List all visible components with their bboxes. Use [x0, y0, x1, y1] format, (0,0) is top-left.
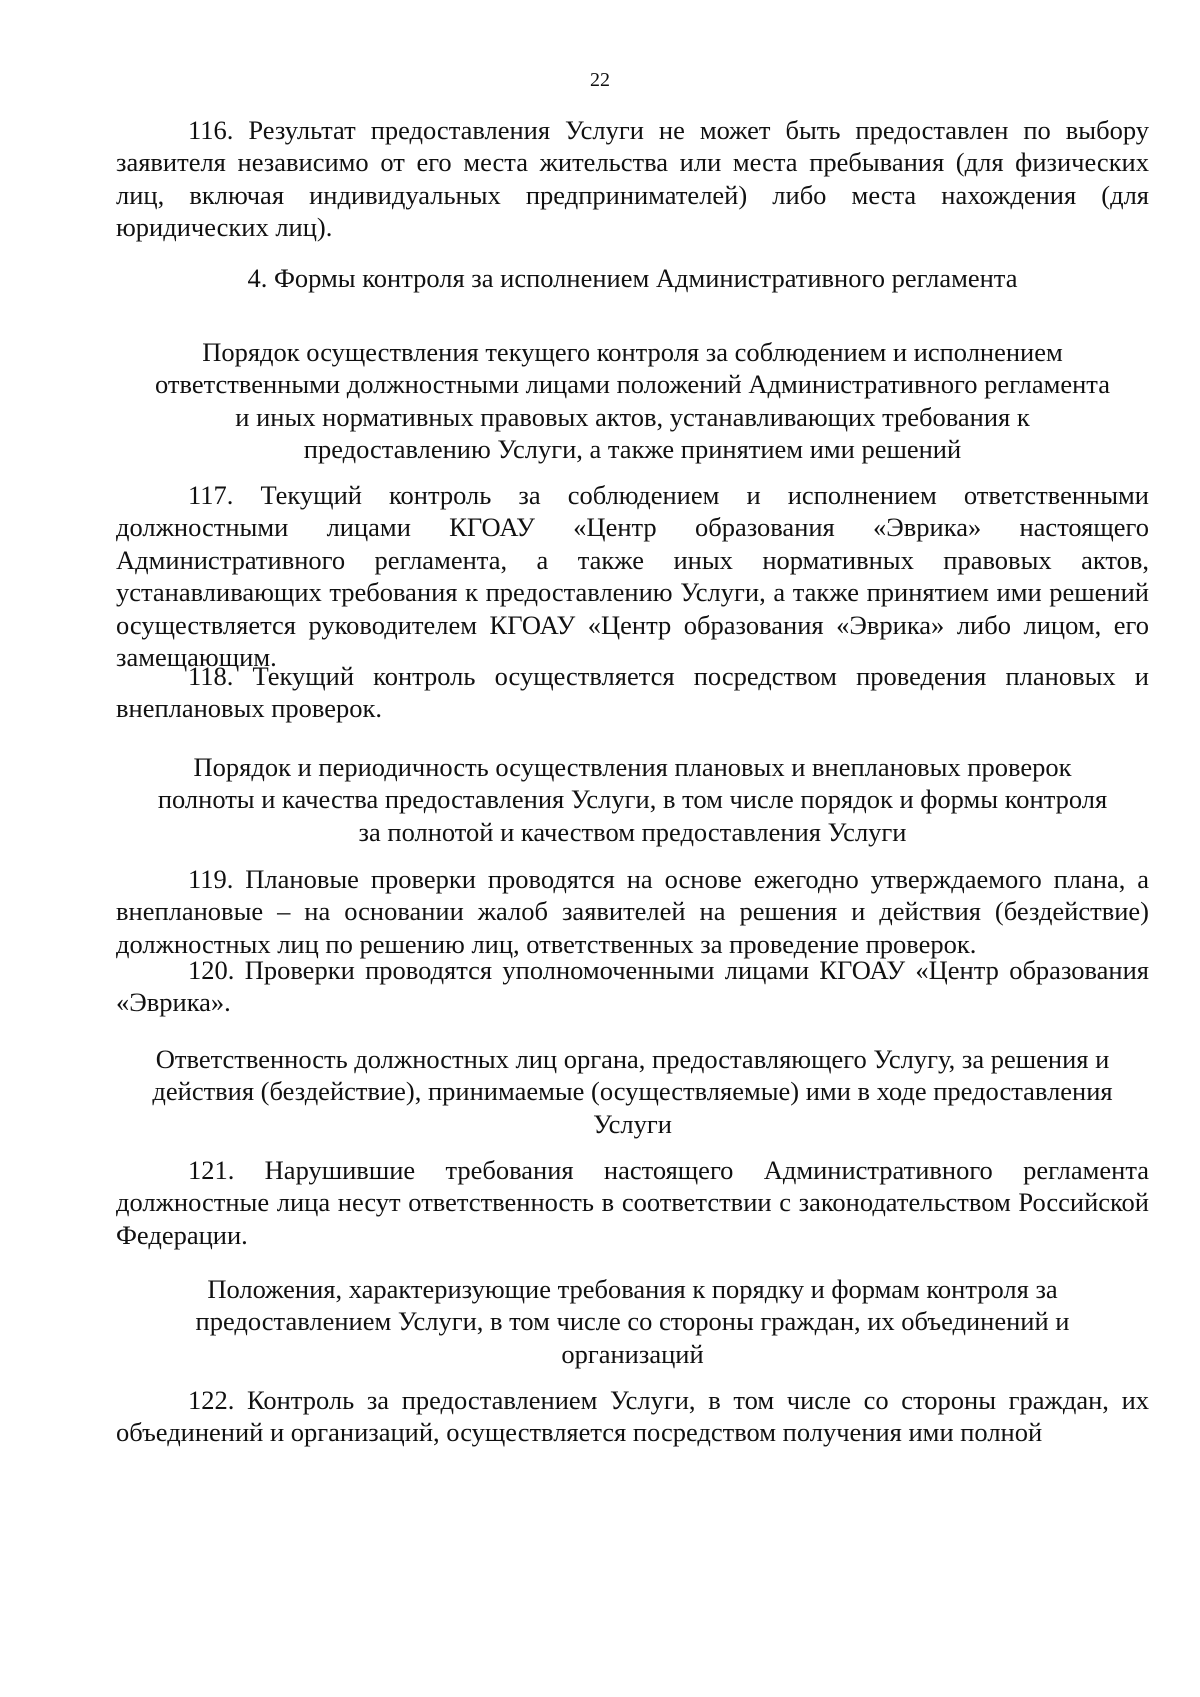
paragraph-116: 116. Результат предоставления Услуги не может быть предоставлен по выбору заявителя независимо от его места жительства или места пребывания (для физических лиц, включая индивидуальных предпринимателей) либо места нахождения (для юридических лиц).	[116, 115, 1149, 243]
heading-line: предоставлением Услуги, в том числе со стороны граждан, их объединений и	[195, 1306, 1070, 1337]
subheading-current-control	[116, 336, 1149, 466]
paragraph-118: 118. Текущий контроль осуществляется посредством проведения плановых и внеплановых проверок.	[116, 661, 1149, 724]
paragraph-119: 119. Плановые проверки проводятся на основе ежегодно утверждаемого плана, а внеплановые – на основании жалоб заявителей на решения и действия (бездействие) должностных лиц по решению лиц, ответственных за проведение проверок.	[116, 864, 1149, 959]
heading-line: Услуги	[593, 1108, 672, 1139]
page-number: 22	[590, 69, 610, 91]
heading-line: Порядок осуществления текущего контроля за соблюдением и исполнением	[202, 337, 1063, 367]
heading-line: Ответственность должностных лиц органа, предоставляющего Услугу, за решения и	[155, 1044, 1110, 1074]
paragraph-121: 121. Нарушившие требования настоящего Административного регламента должностные лица несут ответственность в соответствии с законодательством Российской Федерации.	[116, 1155, 1149, 1250]
paragraph-122: 122. Контроль за предоставлением Услуги, в том числе со стороны граждан, их объединений и организаций, осуществляется посредством получения ими полной	[116, 1385, 1149, 1448]
heading-line: предоставлению Услуги, а также принятием ими решений	[303, 434, 962, 465]
section-heading: 4. Формы контроля за исполнением Административного регламента	[247, 263, 1018, 293]
heading-line: действия (бездействие), принимаемые (осуществляемые) ими в ходе предоставления	[152, 1076, 1113, 1107]
paragraph-120: 120. Проверки проводятся уполномоченными лицами КГОАУ «Центр образования «Эврика».	[116, 955, 1149, 1018]
heading-line: и иных нормативных правовых актов, устанавливающих требования к	[235, 401, 1030, 432]
subheading-public-control	[116, 1273, 1149, 1370]
paragraph-117: 117. Текущий контроль за соблюдением и исполнением ответственными должностными лицами КГОАУ «Центр образования «Эврика» настоящего Административного регламента, а также иных нормативных правовых актов, устанавливающих требования к предоставлению Услуги, а также принятием ими решений осуществляется руководителем КГОАУ «Центр образования «Эврика» либо лицом, его замещающим.	[116, 480, 1149, 673]
subheading-inspections	[116, 751, 1149, 848]
heading-line: организаций	[561, 1338, 704, 1369]
subheading-responsibility	[116, 1043, 1149, 1140]
heading-line: за полнотой и качеством предоставления Услуги	[358, 816, 907, 847]
heading-line: Положения, характеризующие требования к порядку и формам контроля за	[207, 1274, 1058, 1304]
heading-line: Порядок и периодичность осуществления плановых и внеплановых проверок	[193, 752, 1072, 782]
heading-line: ответственными должностными лицами положений Административного регламента	[155, 369, 1110, 400]
heading-line: полноты и качества предоставления Услуги, в том числе порядок и формы контроля	[157, 784, 1108, 815]
